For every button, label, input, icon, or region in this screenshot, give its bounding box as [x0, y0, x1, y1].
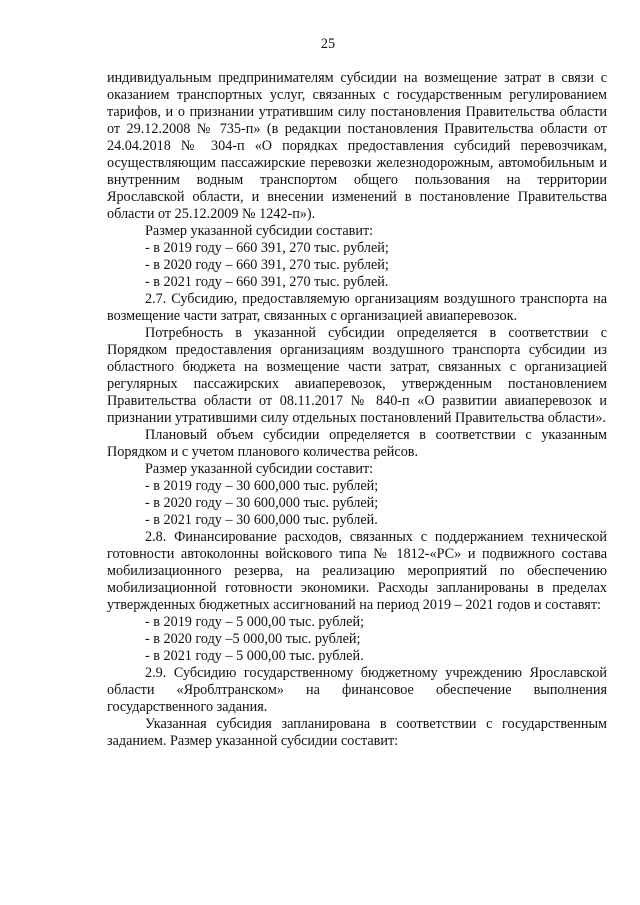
paragraph-state-assignment: Указанная субсидия запланирована в соответствии с государственным заданием. Размер указанной субсидии составит:: [107, 716, 607, 749]
section-2-9-heading: 2.9. Субсидию государственному бюджетному учреждению Ярославской области «Яроблтранском» на финансовое обеспечение выполнения государственного задания.: [107, 665, 607, 715]
paragraph-planned-volume: Плановый объем субсидии определяется в соответствии с указанным Порядком и с учетом планового количества рейсов.: [107, 427, 607, 460]
paragraph-subsidy-size-intro: Размер указанной субсидии составит:: [145, 461, 374, 477]
list-item-2019: - в 2019 году – 5 000,00 тыс. рублей;: [145, 614, 365, 630]
list-item-2020: - в 2020 году – 660 391, 270 тыс. рублей;: [145, 257, 389, 273]
document-page: [107, 36, 607, 750]
list-item-2020: - в 2020 году –5 000,00 тыс. рублей;: [145, 631, 361, 647]
list-item-2021: - в 2021 году – 660 391, 270 тыс. рублей.: [145, 274, 389, 290]
section-2-7-heading: 2.7. Субсидию, предоставляемую организациям воздушного транспорта на возмещение части затрат, связанных с организацией авиаперевозок.: [107, 291, 607, 324]
paragraph-air-transport-need: Потребность в указанной субсидии определяется в соответствии с Порядком предоставления организациям воздушного транспорта субсидии из областного бюджета на возмещение части затрат, связанных с организацией регулярных пассажирских авиаперевозок, утвержденным постановлением Правительства области от 08.11.2017 № 840-п «О развитии авиаперевозок и признании утратившими силу отдельных постановлений Правительства области».: [107, 325, 607, 426]
list-item-2019: - в 2019 году – 660 391, 270 тыс. рублей;: [145, 240, 389, 256]
paragraph-subsidy-carriers-continued: индивидуальным предпринимателям субсидии на возмещение затрат в связи с оказанием транспортных услуг, связанных с государственным регулированием тарифов, и о признании утратившим силу постановления Правительства области от 29.12.2008 № 735-п» (в редакции постановления Правительства области от 24.04.2018 № 304-п «О порядках предоставления субсидий перевозчикам, осуществляющим пассажирские перевозки железнодорожным, автомобильным и внутренним водным транспортом общего пользования на территории Ярославской области, и внесении изменений в постановление Правительства области от 25.12.2009 № 1242-п»).: [107, 70, 607, 222]
list-item-2019: - в 2019 году – 30 600,000 тыс. рублей;: [145, 478, 379, 494]
section-2-8-paragraph: 2.8. Финансирование расходов, связанных с поддержанием технической готовности автоколонны войскового типа № 1812-«РС» и подвижного состава мобилизационного резерва, на реализацию мероприятий по обеспечению мобилизационной готовности экономики. Расходы запланированы в пределах утвержденных бюджетных ассигнований на период 2019 – 2021 годов и составят:: [107, 529, 607, 613]
list-item-2021: - в 2021 году – 30 600,000 тыс. рублей.: [145, 512, 378, 528]
page-number: 25: [320, 36, 336, 52]
list-item-2020: - в 2020 году – 30 600,000 тыс. рублей;: [145, 495, 379, 511]
paragraph-subsidy-size-intro: Размер указанной субсидии составит:: [145, 223, 374, 239]
list-item-2021: - в 2021 году – 5 000,00 тыс. рублей.: [145, 648, 364, 664]
